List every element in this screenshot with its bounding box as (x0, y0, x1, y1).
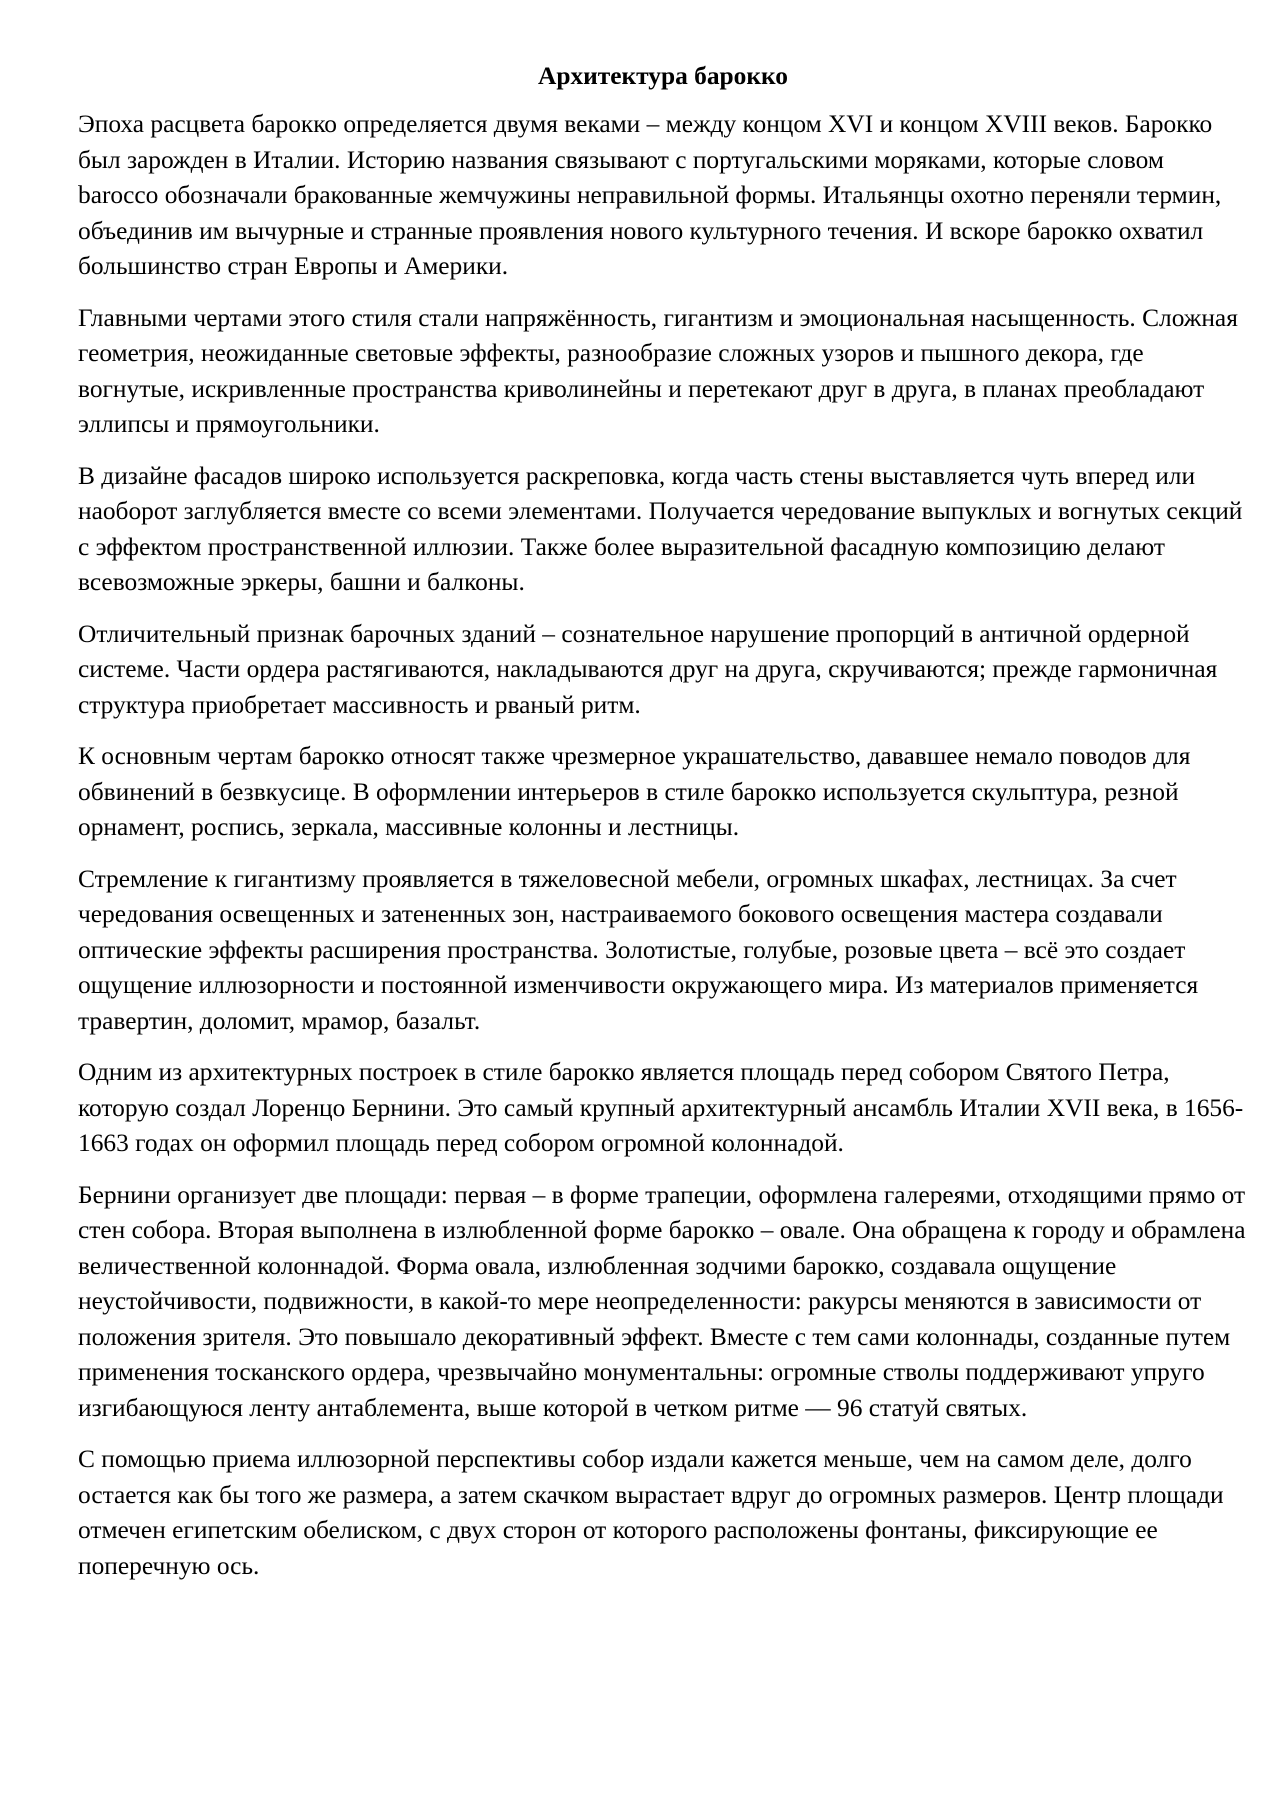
paragraph-decoration: К основным чертам барокко относят также чрезмерное украшательство, дававшее немало поводов для обвинений в безвкусице. В оформлении интерьеров в стиле барокко используется скульптура, резной орнамент, роспись, зеркала, массивные колонны и лестницы. (78, 742, 1191, 841)
paragraph-gigantism: Стремление к гигантизму проявляется в тяжеловесной мебели, огромных шкафах, лестницах. За счет чередования освещенных и затененных зон, настраиваемого бокового освещения мастера создавали оптические эффекты расширения пространства. Золотистые, голубые, розовые цвета – всё это создает ощущение иллюзорности и постоянной изменчивости окружающего мира. Из материалов применяется травертин, доломит, мрамор, базальт. (78, 864, 1199, 1035)
paragraph-perspective: С помощью приема иллюзорной перспективы собор издали кажется меньше, чем на самом деле, долго остается как бы того же размера, а затем скачком вырастает вдруг до огромных размеров. Центр площади отмечен египетским обелиском, с двух сторон от которого расположены фонтаны, фиксирующие ее поперечную ось. (78, 1445, 1224, 1580)
paragraph-st-peters-square: Одним из архитектурных построек в стиле барокко является площадь перед собором Святого Петра, которую создал Лоренцо Бернини. Это самый крупный архитектурный ансамбль Италии XVII века, в 1656-1663 годах он оформил площадь перед собором огромной колоннадой. (78, 1058, 1244, 1157)
paragraph-bernini-squares: Бернини организует две площади: первая – в форме трапеции, оформлена галереями, отходящими прямо от стен собора. Вторая выполнена в излюбленной форме барокко – овале. Она обращена к городу и обрамлена величественной колоннадой. Форма овала, излюбленная зодчими барокко, создавала ощущение неустойчивости, подвижности, в какой-то мере неопределенности: ракурсы меняются в зависимости от положения зрителя. Это повышало декоративный эффект. Вместе с тем сами колоннады, созданные путем применения тосканского ордера, чрезвычайно монументальны: огромные стволы поддерживают упруго изгибающуюся ленту антаблемента, выше которой в четком ритме — 96 статуй святых. (78, 1180, 1246, 1422)
document-page (78, 58, 1248, 1600)
paragraph-origin: Эпоха расцвета барокко определяется двумя веками – между концом XVI и концом XVIII веков. Барокко был зарожден в Италии. Историю названия связывают с португальскими моряками, которые словом barocco обозначали бракованные жемчужины неправильной формы. Итальянцы охотно переняли термин, объединив им вычурные и странные проявления нового культурного течения. И вскоре барокко охватил большинство стран Европы и Америки. (78, 110, 1222, 280)
paragraph-facades: В дизайне фасадов широко используется раскреповка, когда часть стены выставляется чуть вперед или наоборот заглубляется вместе со всеми элементами. Получается чередование выпуклых и вогнутых секций с эффектом пространственной иллюзии. Также более выразительной фасадную композицию делают всевозможные эркеры, башни и балконы. (78, 461, 1243, 596)
paragraph-main-features: Главными чертами этого стиля стали напряжённость, гигантизм и эмоциональная насыщенность. Сложная геометрия, неожиданные световые эффекты, разнообразие сложных узоров и пышного декора, где вогнутые, искривленные пространства криволинейны и перетекают друг в друга, в планах преобладают эллипсы и прямоугольники. (78, 303, 1238, 438)
paragraph-proportions: Отличительный признак барочных зданий – сознательное нарушение пропорций в античной ордерной системе. Части ордера растягиваются, накладываются друг на друга, скручиваются; прежде гармоничная структура приобретает массивность и рваный ритм. (78, 619, 1218, 719)
document-title: Архитектура барокко (538, 62, 788, 90)
